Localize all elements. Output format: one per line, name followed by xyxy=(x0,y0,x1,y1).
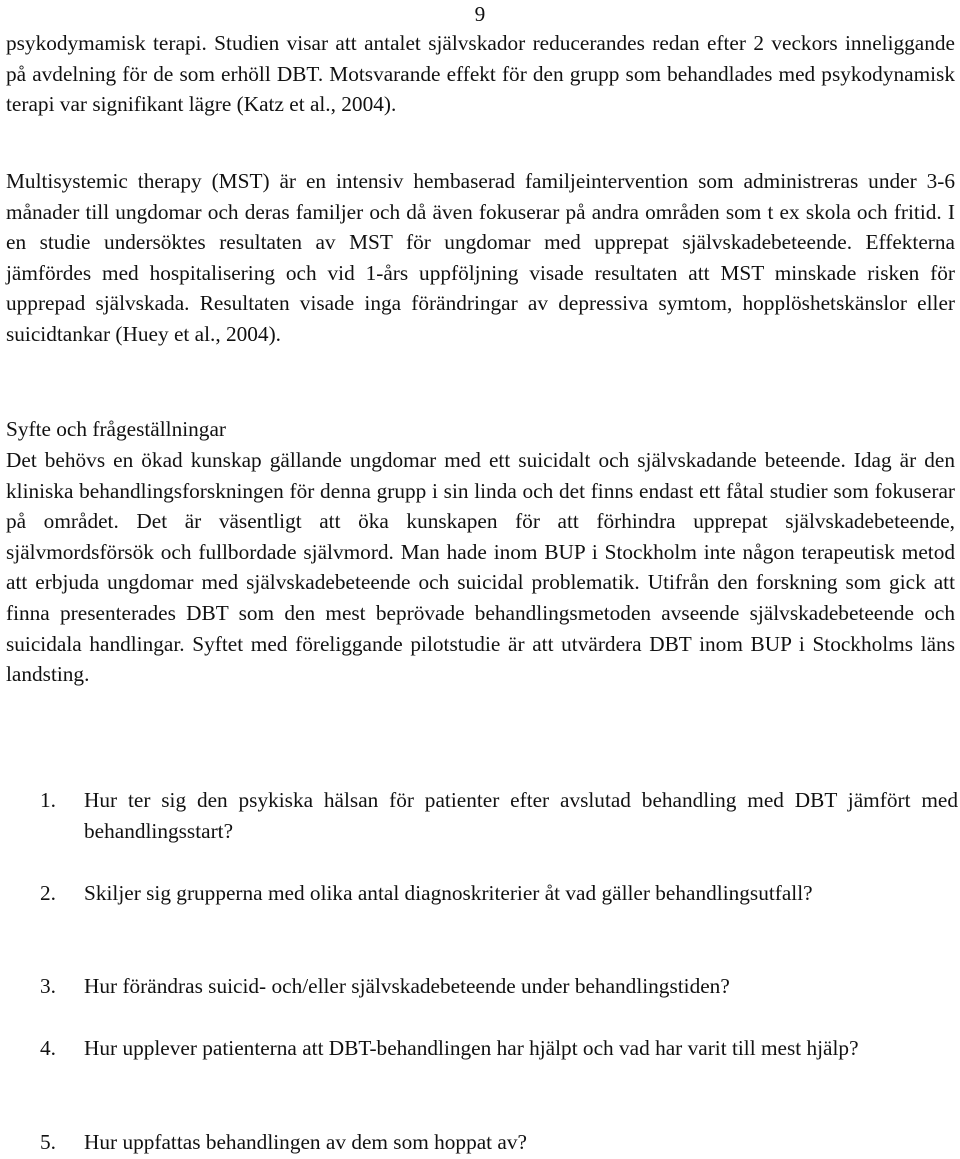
list-item-number: 4. xyxy=(40,1036,56,1060)
list-item-text: Skiljer sig grupperna med olika antal diagnoskriterier åt vad gäller behandlingsutfall? xyxy=(84,881,813,905)
list-item-number: 1. xyxy=(40,788,56,812)
list-item-text: Hur förändras suicid- och/eller självskadebeteende under behandlingstiden? xyxy=(84,974,730,998)
list-item-text: Hur ter sig den psykiska hälsan för patienter efter avslutad behandling med DBT jämfört med behandlingsstart? xyxy=(84,788,958,843)
list-item-text: Hur uppfattas behandlingen av dem som hoppat av? xyxy=(84,1130,527,1154)
paragraph-dbt-results: psykodymamisk terapi. Studien visar att antalet självskador reducerandes redan efter 2 veckors inneliggande på avdelning för de som erhöll DBT. Motsvarande effekt för den grupp som behandlades med psykodynamisk terapi var signifikant lägre (Katz et al., 2004). xyxy=(6,31,955,117)
list-item-number: 2. xyxy=(40,881,56,905)
paragraph-aim: Det behövs en ökad kunskap gällande ungdomar med ett suicidalt och självskadande beteende. Idag är den kliniska behandlingsforskningen för denna grupp i sin linda och det finns endast ett fåtal studier som fokuserar på området. Det är väsentligt att öka kunskapen för att förhindra upprepat självskadebeteende, självmordsförsök och fullbordade självmord. Man hade inom BUP i Stockholm inte någon terapeutisk metod att erbjuda ungdomar med självskadebeteende och suicidal problematik. Utifrån den forskning som gick att finna presenterades DBT som den mest beprövade behandlingsmetoden avseende självskadebeteende och suicidala handlingar. Syftet med föreliggande pilotstudie är att utvärdera DBT inom BUP i Stockholms läns landsting. xyxy=(6,448,955,687)
list-item-number: 3. xyxy=(40,974,56,998)
page-number: 9 xyxy=(474,2,486,26)
list-item-number: 5. xyxy=(40,1130,56,1154)
paragraph-mst: Multisystemic therapy (MST) är en intensiv hembaserad familjeintervention som administreras under 3-6 månader till ungdomar och deras familjer och då även fokuserar på andra områden som t ex skola och fritid. I en studie undersöktes resultaten av MST för ungdomar med upprepat självskadebeteende. Effekterna jämfördes med hospitalisering och vid 1-års uppföljning visade resultaten att MST minskade risken för upprepad självskada. Resultaten visade inga förändringar av depressiva symtom, hopplöshetskänslor eller suicidtankar (Huey et al., 2004). xyxy=(6,169,955,346)
section-heading-aim: Syfte och frågeställningar xyxy=(6,417,226,441)
list-item-text: Hur upplever patienterna att DBT-behandlingen har hjälpt och vad har varit till mest hjälp? xyxy=(84,1036,859,1060)
